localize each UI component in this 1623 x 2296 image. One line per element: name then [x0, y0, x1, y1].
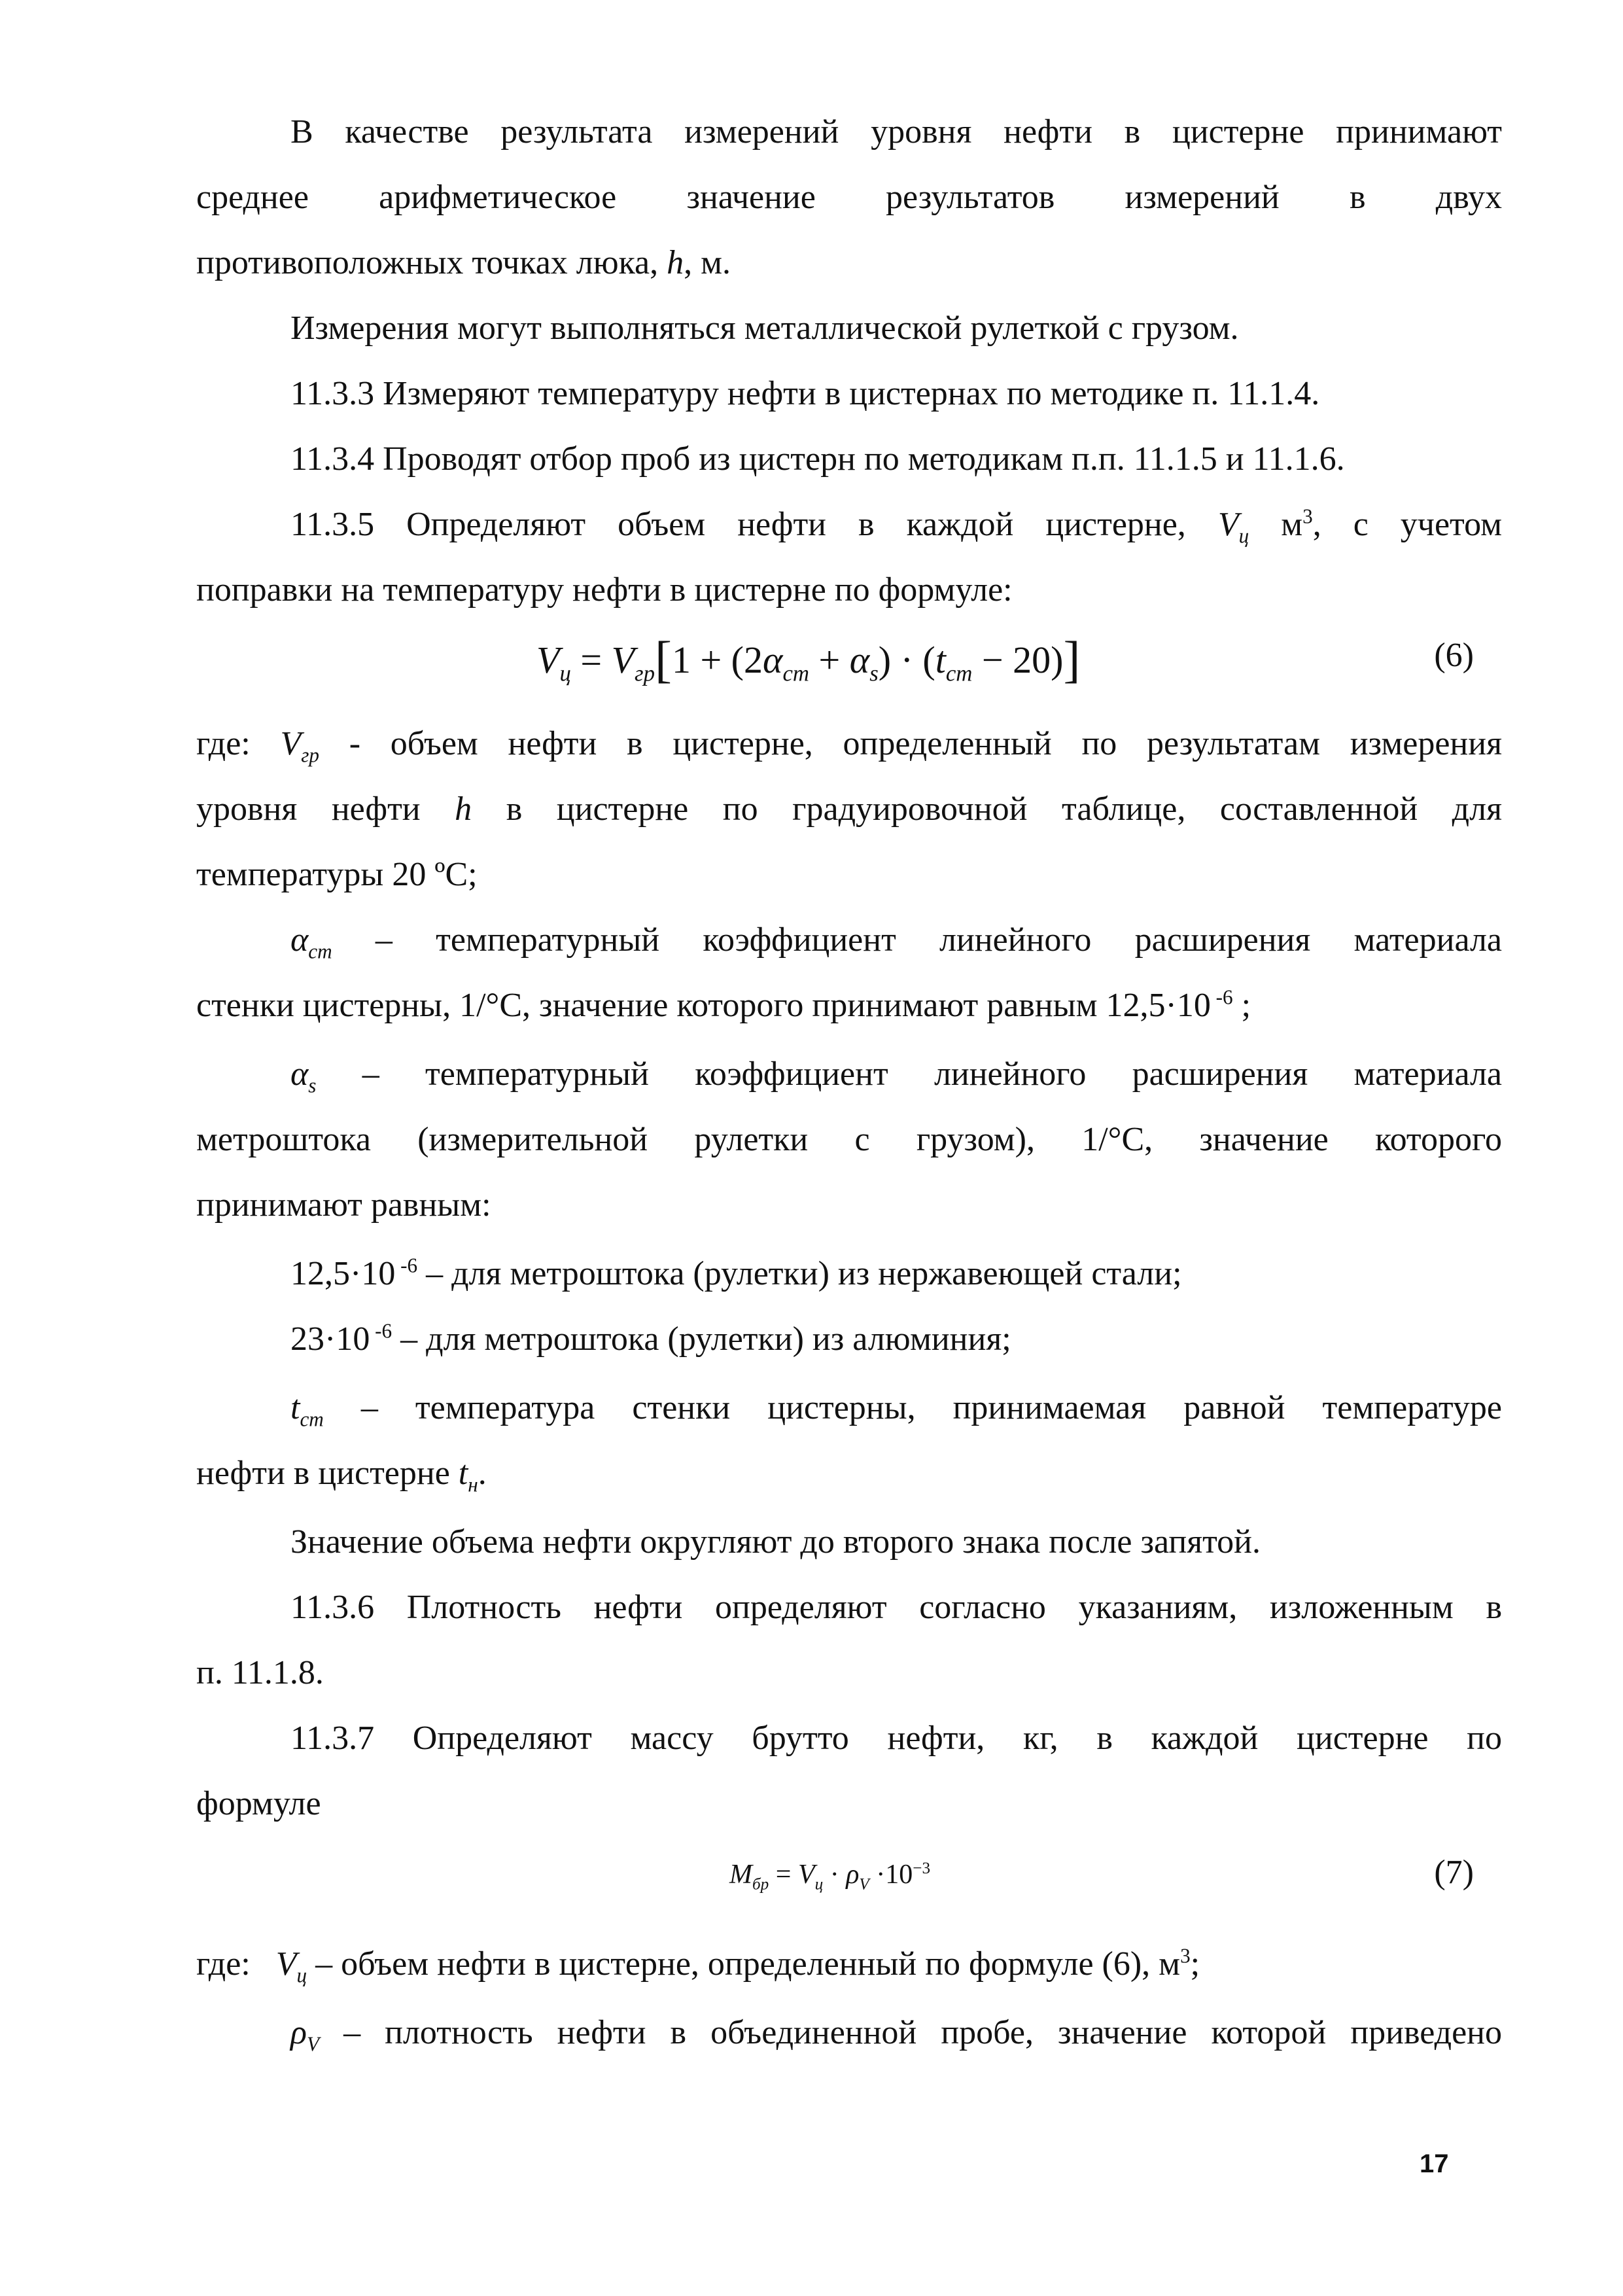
equation-number-6: (6) [1434, 637, 1474, 674]
text-line: Значение объема нефти округляют до второго знака после запятой. [290, 1523, 1261, 1561]
text-line: $\rho_V$ – плотность нефти в объединенной пробе, значение которой приведено [290, 2014, 1502, 2056]
text-line: 11.3.3 Измеряют температуру нефти в цистернах по методике п. 11.1.4. [290, 375, 1320, 412]
text-line: уровня нефти h в цистерне по градуировочной таблице, составленной для [196, 790, 1503, 828]
equation-number-7: (7) [1434, 1854, 1474, 1891]
text-line: В качестве результата измерений уровня нефти в цистерне принимают [290, 113, 1502, 150]
text-line: где: $V_ц$ – объем нефти в цистерне, определенный по формуле (6), $м^3$; [196, 1944, 1200, 1987]
text-line: где: $V_{гр}$ - объем нефти в цистерне, определенный по результатам измерения [196, 725, 1503, 767]
page-number: 17 [1420, 2149, 1449, 2178]
text-line: 11.3.4 Проводят отбор проб из цистерн по методикам п.п. 11.1.5 и 11.1.6. [290, 440, 1345, 478]
text-line: стенки цистерны, 1/°С, значение которого принимают равным 12,5·10 $^{-6}$ ; [196, 985, 1251, 1024]
text-line: 11.3.5 Определяют объем нефти в каждой цистерне, $V_ц$ $м^3$, с учетом [290, 504, 1502, 548]
text-line: принимают равным: [196, 1186, 491, 1224]
formula-7: $M_{бр} = V_ц \cdot \rho_V \cdot 10^{-3}$ [729, 1860, 931, 1894]
formula-6: $V_ц = V_{гр}[1 + (2\alpha_{ст} + \alpha_s) \cdot (t_{ст} - 20)]$ [536, 631, 1081, 688]
text-line: $\alpha_{ст}$ – температурный коэффициент линейного расширения материала [290, 921, 1503, 963]
text-line: поправки на температуру нефти в цистерне по формуле: [196, 571, 1013, 609]
text-line: метроштока (измерительной рулетки с грузом), 1/°С, значение которого [196, 1121, 1502, 1158]
text-line: 12,5·10 $^{-6}$ – для метроштока (рулетки) из нержавеющей стали; [290, 1254, 1182, 1292]
text-line: п. 11.1.8. [196, 1654, 324, 1691]
text-line: среднее арифметическое значение результатов измерений в двух [196, 179, 1502, 216]
text-line: нефти в цистерне $t_н$. [196, 1455, 487, 1496]
text-line: 11.3.7 Определяют массу брутто нефти, кг, в каждой цистерне по [290, 1720, 1502, 1757]
text-line: формуле [196, 1785, 321, 1822]
text-line: температуры 20 ºС; [196, 856, 478, 893]
text-line: Измерения могут выполняться металлической рулеткой с грузом. [290, 309, 1239, 347]
text-line: 23·10 $^{-6}$ – для метроштока (рулетки) из алюминия; [290, 1319, 1011, 1358]
text-line: 11.3.6 Плотность нефти определяют согласно указаниям, изложенным в [290, 1589, 1502, 1626]
text-line: $t_{ст}$ – температура стенки цистерны, принимаемая равной температуре [290, 1389, 1503, 1431]
text-line: $\alpha_s$ – температурный коэффициент линейного расширения материала [290, 1055, 1503, 1097]
text-line: противоположных точках люка, h, м. [196, 244, 731, 281]
